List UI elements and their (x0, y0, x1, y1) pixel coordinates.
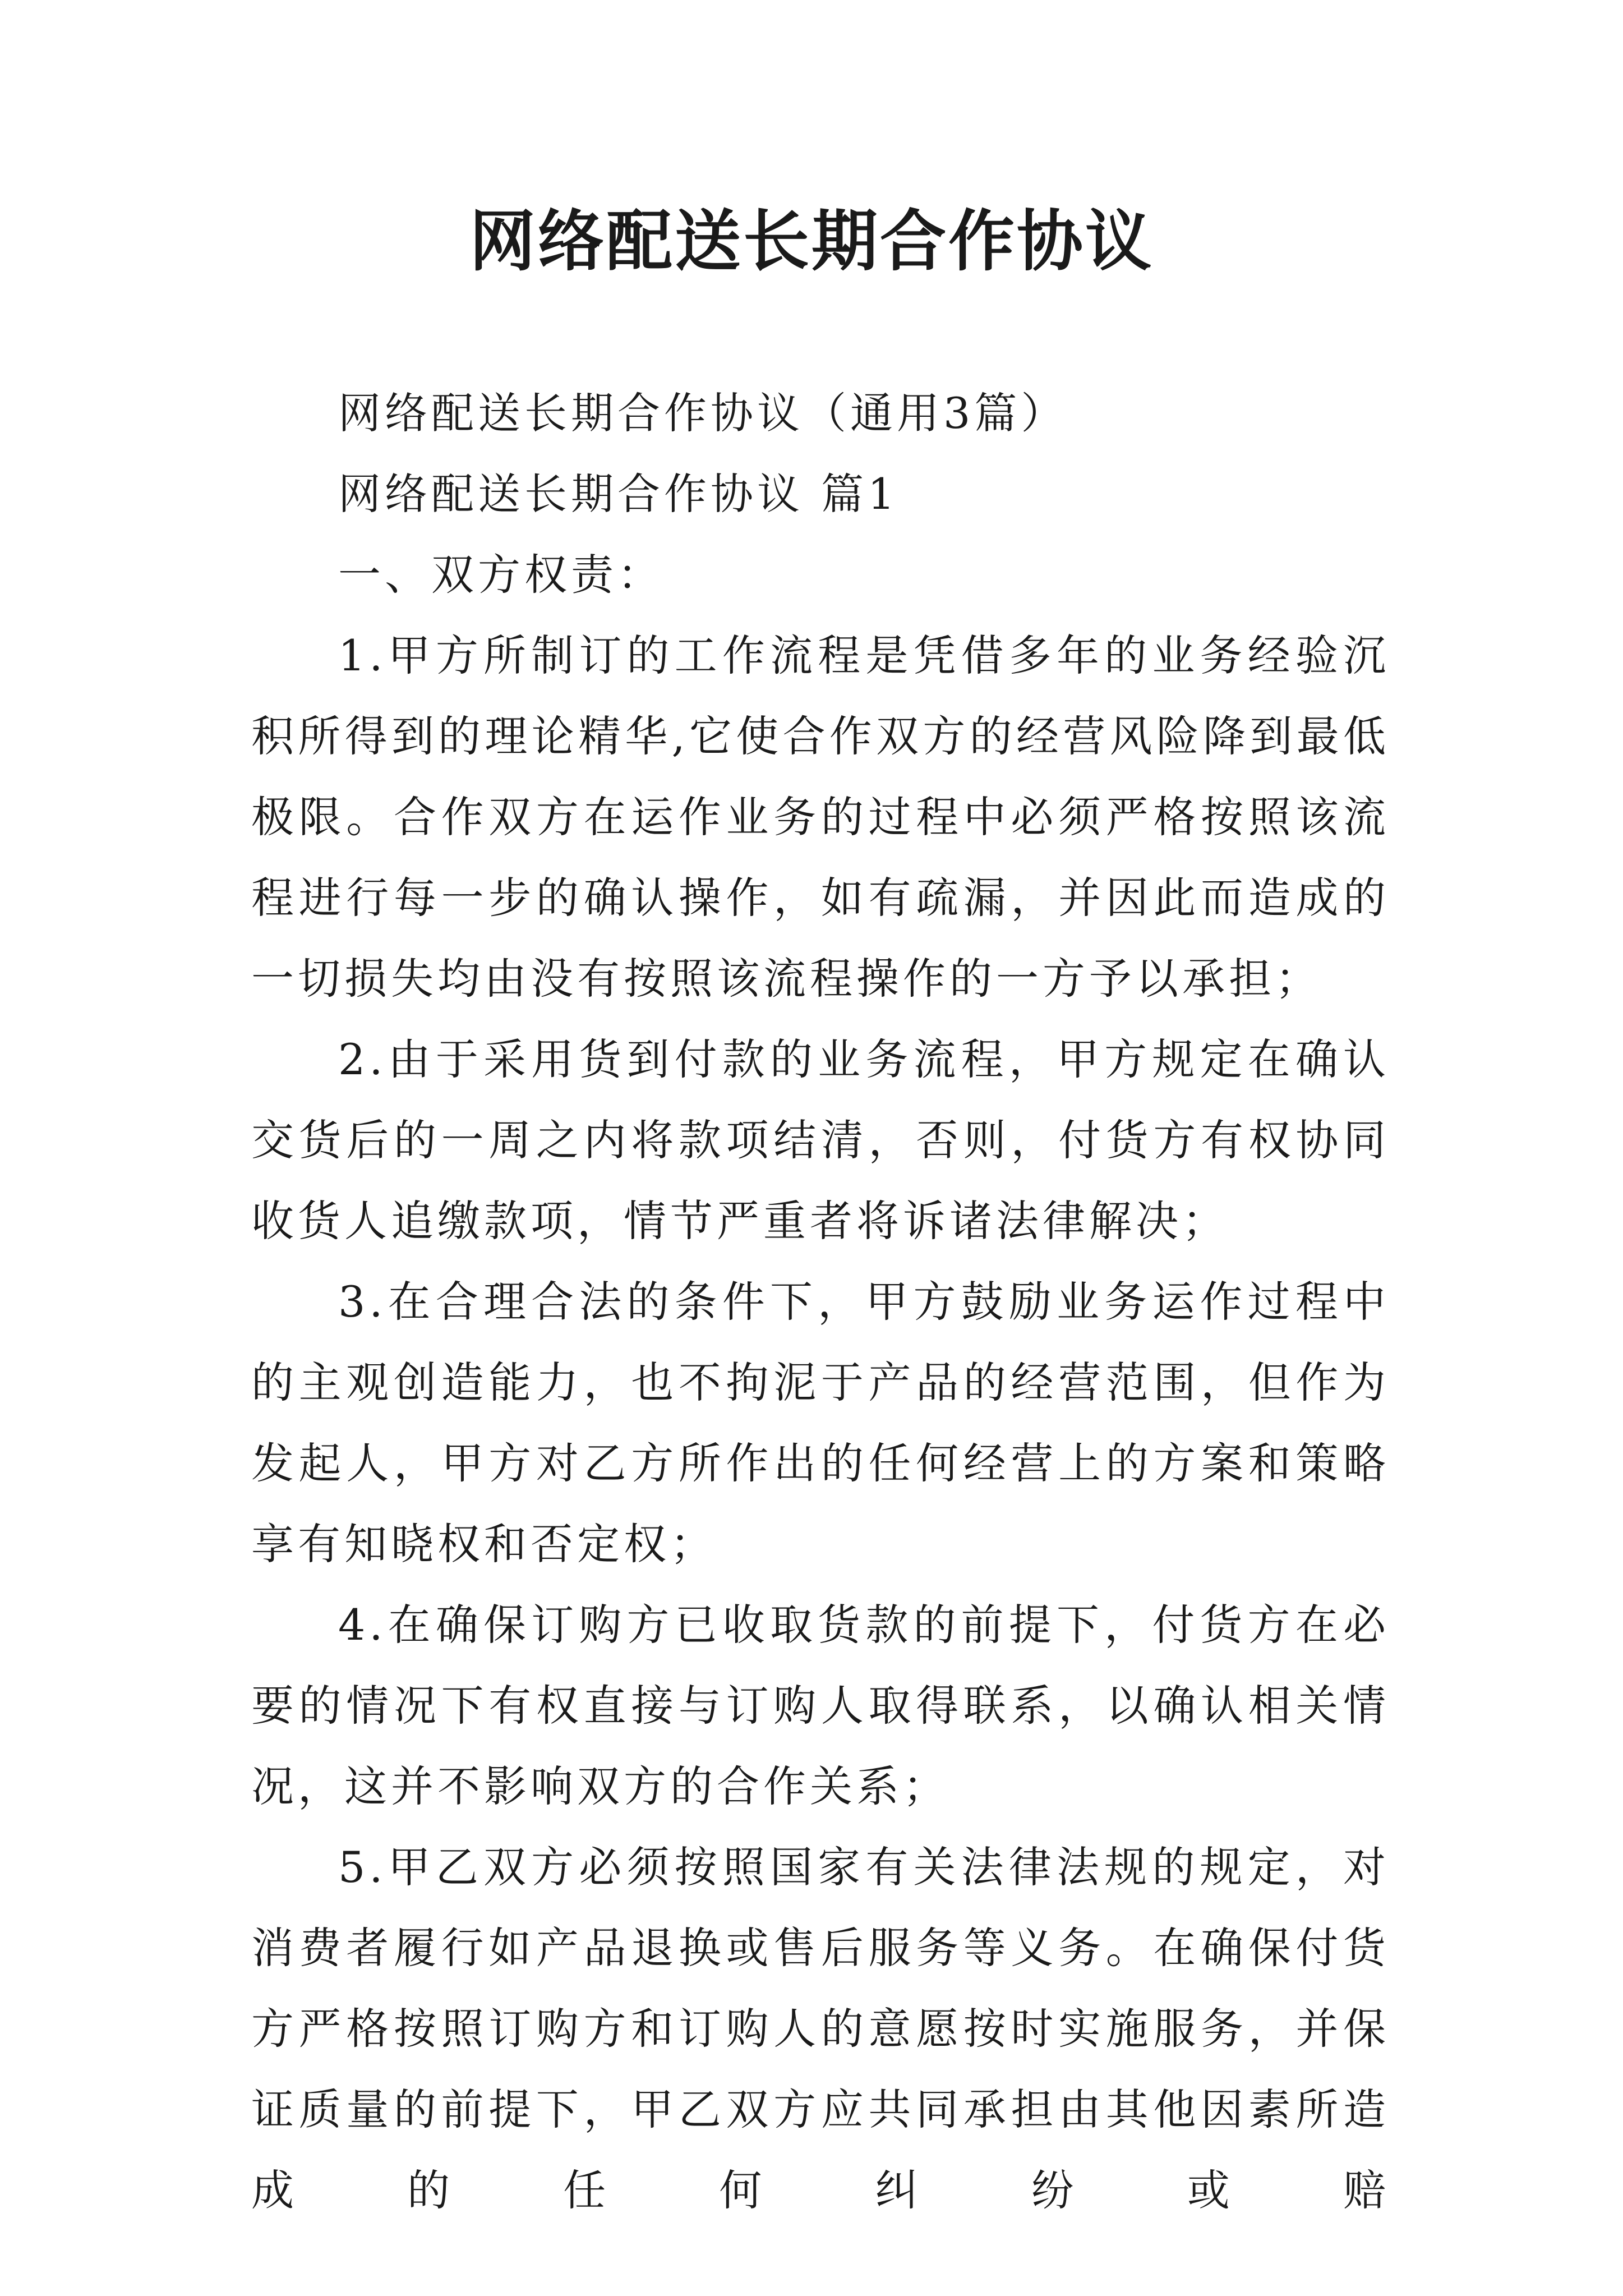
clause-3-paragraph: 3.在合理合法的条件下，甲方鼓励业务运作过程中的主观创造能力，也不拘泥于产品的经营范围，但作为发起人，甲方对乙方所作出的任何经营上的方案和策略享有知晓权和否定权； (251, 1277, 1390, 1569)
part-heading: 网络配送长期合作协议 篇1 (338, 469, 899, 519)
subtitle-paragraph: 网络配送长期合作协议（通用3篇） (338, 388, 1068, 438)
clause-1-paragraph: 1.甲方所制订的工作流程是凭借多年的业务经验沉积所得到的理论精华,它使合作双方的经营风险降到最低极限。合作双方在运作业务的过程中必须严格按照该流程进行每一步的确认操作，如有疏漏，并因此而造成的一切损失均由没有按照该流程操作的一方予以承担； (251, 631, 1390, 1004)
document-title: 网络配送长期合作协议 (469, 202, 1154, 280)
clause-5-paragraph: 5.甲乙双方必须按照国家有关法律法规的规定，对消费者履行如产品退换或售后服务等义务。在确保付货方严格按照订购方和订购人的意愿按时实施服务，并保证质量的前提下，甲乙双方应共同承担由其他因素所造成的任何纠纷或赔 (251, 1842, 1390, 2215)
document-body (251, 373, 1390, 2231)
clause-2-paragraph: 2.由于采用货到付款的业务流程，甲方规定在确认交货后的一周之内将款项结清，否则，付货方有权协同收货人追缴款项，情节严重者将诉诸法律解决； (251, 1034, 1390, 1246)
section-heading: 一、双方权责： (338, 550, 664, 600)
clause-4-paragraph: 4.在确保订购方已收取货款的前提下，付货方在必要的情况下有权直接与订购人取得联系，以确认相关情况，这并不影响双方的合作关系； (251, 1600, 1390, 1811)
